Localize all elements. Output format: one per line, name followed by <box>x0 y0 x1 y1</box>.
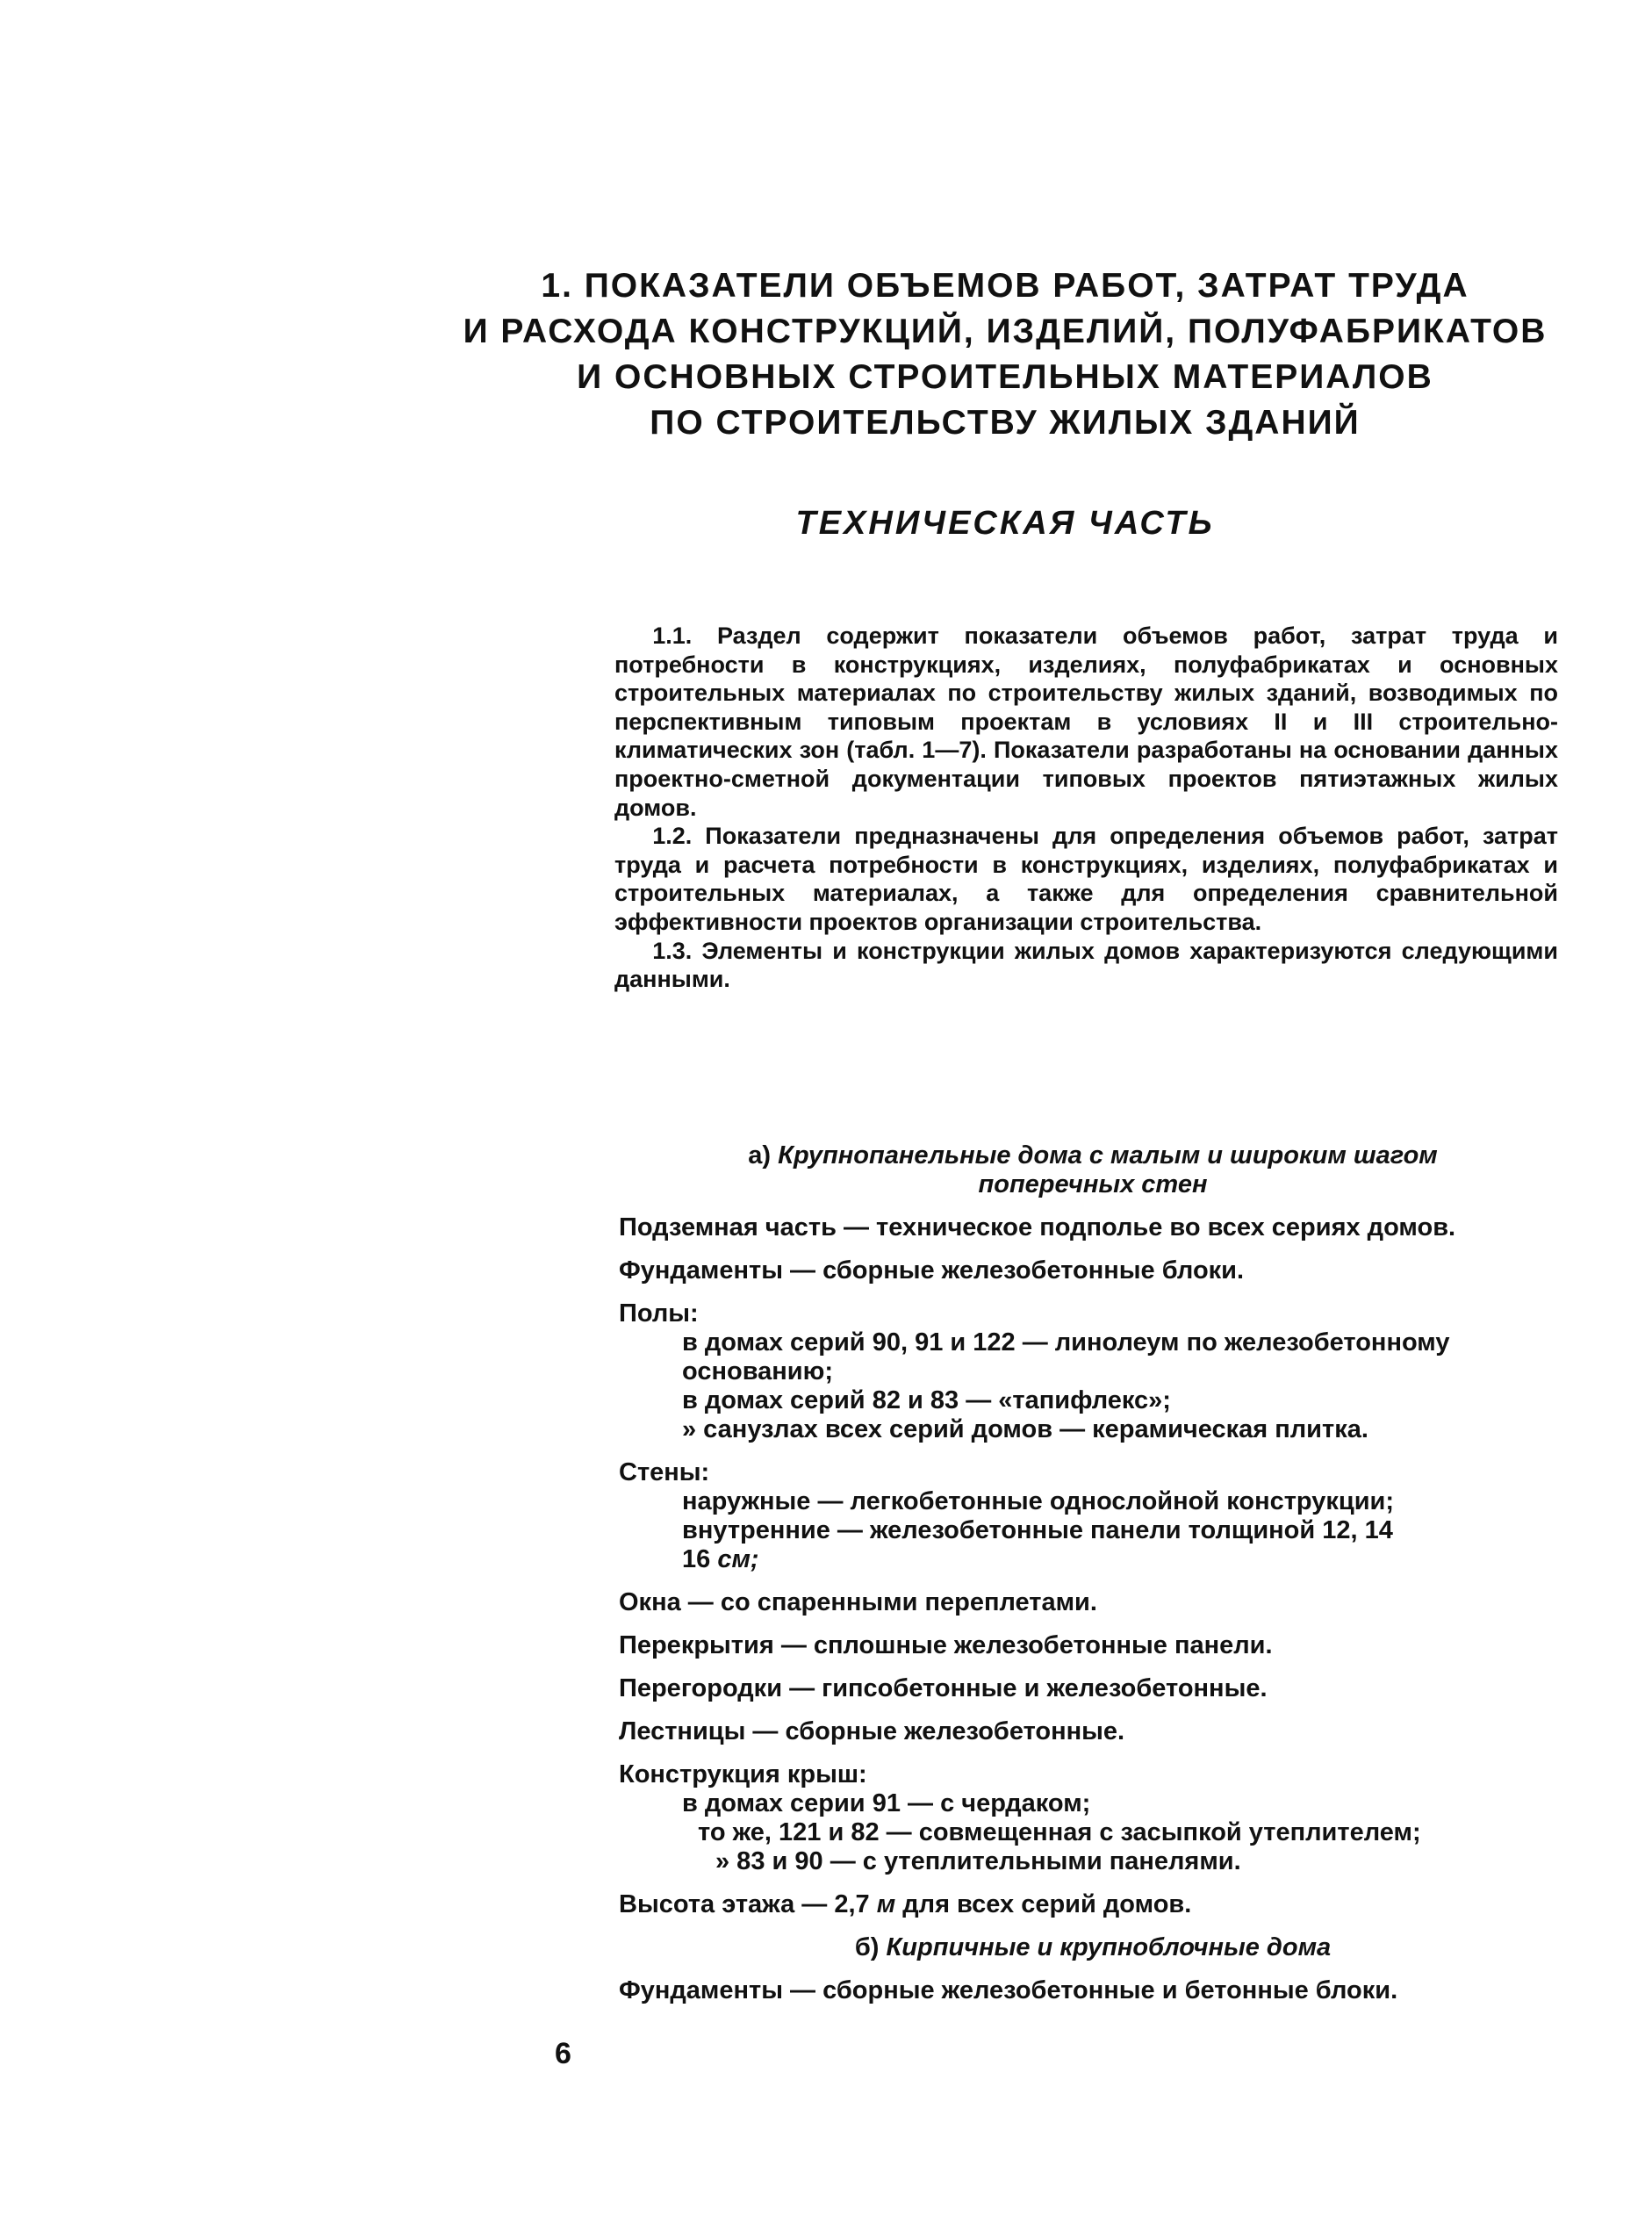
title-line-1: 1. ПОКАЗАТЕЛИ ОБЪЕМОВ РАБОТ, ЗАТРАТ ТРУДА <box>541 267 1469 305</box>
page-number: 6 <box>555 2037 571 2070</box>
floors-line-3: в домах серий 82 и 83 — «тапифлекс»; <box>682 1386 1171 1414</box>
title-line-4: ПО СТРОИТЕЛЬСТВУ ЖИЛЫХ ЗДАНИЙ <box>650 404 1361 442</box>
floors-line-2: основанию; <box>682 1357 834 1385</box>
paragraph-1-1: 1.1. Раздел содержит показатели объемов работ, затрат труда и потребности в конструкциях, изделиях, полуфабрикатах и основных строительных материалах по строительству жилых зданий, возводимых по перспективным типовым проектам в условиях II и III строительно-климатических зон (табл. 1—7). Показатели разработаны на основании данных проектно-сметной документации типовых проектов пятиэтажных жилых домов. <box>614 623 1558 821</box>
section-a-heading-line-2: поперечных стен <box>978 1170 1208 1198</box>
foundations-item: Фундаменты — сборные железобетонные блоки. <box>619 1256 1245 1285</box>
section-a-heading-line-1: Крупнопанельные дома с малым и широким шагом <box>778 1141 1438 1169</box>
subsection-title: ТЕХНИЧЕСКАЯ ЧАСТЬ <box>795 505 1215 542</box>
floors-line-1: в домах серий 90, 91 и 122 — линолеум по железобетонному <box>682 1328 1450 1357</box>
body-text <box>614 622 1558 994</box>
slabs-item: Перекрытия — сплошные железобетонные панели. <box>619 1631 1273 1659</box>
paragraph-1-3: 1.3. Элементы и конструкции жилых домов характеризуются следующими данными. <box>614 937 1558 993</box>
underground-item: Подземная часть — техническое подполье во всех сериях домов. <box>619 1213 1456 1241</box>
section-b-heading-text: Кирпичные и крупноблочные дома <box>886 1933 1332 1961</box>
floors-label: Полы: <box>619 1299 699 1328</box>
elements-list <box>619 1141 1567 2005</box>
walls-label: Стены: <box>619 1458 710 1486</box>
walls-line-3 <box>619 1545 1567 1574</box>
section-title <box>456 263 1554 446</box>
walls-line-2: внутренние — железобетонные панели толщиной 12, 14 <box>682 1516 1393 1544</box>
floor-height-text: Высота этажа — 2,7 <box>619 1890 870 1918</box>
partitions-item: Перегородки — гипсобетонные и железобетонные. <box>619 1674 1268 1702</box>
roof-line-3: » 83 и 90 — с утеплительными панелями. <box>715 1847 1241 1875</box>
title-line-3: И ОСНОВНЫХ СТРОИТЕЛЬНЫХ МАТЕРИАЛОВ <box>577 358 1433 396</box>
stairs-item: Лестницы — сборные железобетонные. <box>619 1717 1125 1745</box>
floor-height-item <box>619 1890 1567 1919</box>
walls-line-1: наружные — легкобетонные однослойной конструкции; <box>682 1487 1395 1515</box>
roof-line-2: то же, 121 и 82 — совмещенная с засыпкой утеплителем; <box>698 1818 1421 1846</box>
section-a-heading <box>619 1141 1567 1199</box>
floor-height-tail: для всех серий домов. <box>902 1890 1192 1918</box>
walls-last-number: 16 <box>682 1545 711 1573</box>
windows-item: Окна — со спаренными переплетами. <box>619 1588 1097 1616</box>
section-a-marker: а) <box>748 1141 772 1169</box>
section-b-marker: б) <box>854 1933 880 1961</box>
floors-line-4: » санузлах всех серий домов — керамическая плитка. <box>682 1415 1368 1443</box>
section-b-foundations: Фундаменты — сборные железобетонные и бетонные блоки. <box>619 1976 1398 2004</box>
title-line-2: И РАСХОДА КОНСТРУКЦИЙ, ИЗДЕЛИЙ, ПОЛУФАБРИКАТОВ <box>463 313 1548 350</box>
floor-height-unit: м <box>876 1890 896 1918</box>
paragraph-1-2: 1.2. Показатели предназначены для определения объемов работ, затрат труда и расчета потребности в конструкциях, изделиях, полуфабрикатах и строительных материалах, а также для определения сравнительной эффективности проектов организации строительства. <box>614 823 1558 935</box>
roof-label: Конструкция крыш: <box>619 1760 867 1788</box>
walls-last-unit: см; <box>717 1545 759 1573</box>
roof-line-1: в домах серии 91 — с чердаком; <box>682 1789 1091 1817</box>
section-b-heading <box>619 1933 1567 1962</box>
